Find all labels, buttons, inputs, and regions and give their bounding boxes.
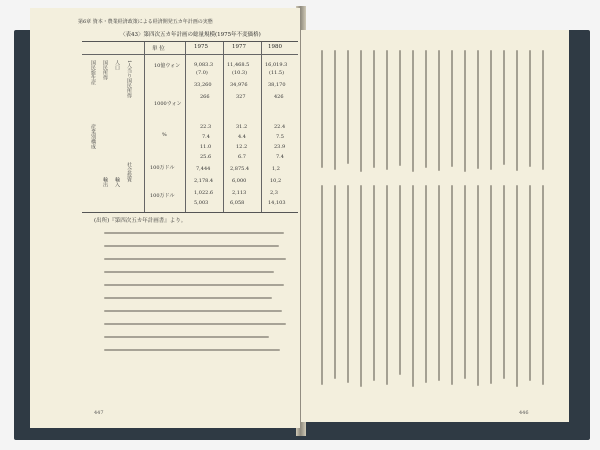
table-cell: 38,170 — [268, 82, 286, 88]
text-column — [412, 50, 414, 172]
text-column — [321, 185, 323, 385]
table-cell: 16,019.3 — [265, 62, 288, 68]
text-column — [386, 50, 388, 170]
text-column — [360, 50, 362, 172]
text-column — [347, 185, 349, 383]
text-line — [104, 232, 284, 234]
table-cell: 1,2 — [272, 166, 280, 172]
table-cell: 9,083.3 — [194, 62, 214, 68]
text-column — [438, 50, 440, 171]
text-line — [104, 245, 279, 247]
text-column — [490, 185, 492, 384]
text-line — [104, 323, 286, 325]
table-cell: 25.6 — [200, 154, 212, 160]
text-column — [477, 50, 479, 169]
table-title: 〈表43〉第四次五カ年計画の総量規模(1975年不変価格) — [120, 32, 261, 38]
table-cell: 22.3 — [200, 124, 212, 130]
text-column — [464, 185, 466, 379]
table-cell: 1,022.6 — [194, 190, 214, 196]
text-column — [399, 50, 401, 166]
text-column — [425, 50, 427, 168]
table-cell: 426 — [274, 94, 284, 100]
row-label: 輸出 — [102, 177, 108, 187]
table-header-cell: 1975 — [194, 44, 208, 50]
unit-label: % — [162, 132, 167, 138]
text-line — [104, 258, 286, 260]
table-cell: 11,468.5 — [227, 62, 250, 68]
text-column — [529, 50, 531, 167]
text-line — [104, 336, 269, 338]
text-column — [503, 185, 505, 379]
table-cell: 266 — [200, 94, 210, 100]
unit-label: 1000ウォン — [154, 101, 182, 107]
text-column — [373, 50, 375, 168]
text-line — [104, 271, 274, 273]
text-column — [347, 50, 349, 164]
text-column — [412, 185, 414, 387]
running-head: 第6章 資本・農業経済政策による経済開発五カ年計画の実態 — [78, 19, 213, 25]
right-page — [301, 30, 569, 422]
page-number: 446 — [519, 410, 529, 416]
table-cell: (10.3) — [232, 70, 248, 76]
table-cell: 2,3 — [270, 190, 278, 196]
text-line — [104, 349, 280, 351]
table-cell: 7.4 — [202, 134, 210, 140]
text-column — [321, 50, 323, 168]
table-cell: 6,000 — [232, 178, 247, 184]
row-label: 社会投資 — [126, 162, 132, 182]
table-cell: 12.2 — [236, 144, 248, 150]
table-header-cell: 1977 — [232, 44, 246, 50]
table-cell: 5,003 — [194, 200, 209, 206]
text-column — [438, 185, 440, 381]
table-cell: 10,2 — [270, 178, 282, 184]
table-cell: 2,875.4 — [230, 166, 250, 172]
table-cell: 33,260 — [194, 82, 212, 88]
row-label: 国民総生産 — [90, 60, 96, 85]
table-cell: 22.4 — [274, 124, 286, 130]
row-label: 産業別構成 — [90, 124, 96, 149]
table-cell: 31.2 — [236, 124, 248, 130]
table-divider — [261, 42, 262, 212]
text-column — [464, 50, 466, 172]
table-cell: (7.0) — [196, 70, 208, 76]
table-divider — [223, 42, 224, 212]
text-column — [425, 185, 427, 383]
unit-label: 100万ドル — [150, 165, 175, 171]
table-cell: 6.7 — [238, 154, 246, 160]
table-cell: 7.4 — [276, 154, 284, 160]
table-header-cell: 1980 — [268, 44, 282, 50]
table-cell: 2,178.4 — [194, 178, 214, 184]
table-divider — [185, 42, 186, 212]
table-source-note: (出所)『第四次五カ年計画書』より。 — [94, 218, 187, 224]
table-cell: 6,058 — [230, 200, 245, 206]
table-cell: 7,444 — [196, 166, 211, 172]
text-column — [503, 50, 505, 165]
text-column — [542, 50, 544, 170]
table-cell: 34,976 — [230, 82, 248, 88]
text-column — [490, 50, 492, 170]
text-line — [104, 297, 272, 299]
statistical-table — [82, 41, 298, 213]
table-cell: 14,103 — [268, 200, 286, 206]
text-line — [104, 310, 282, 312]
text-column — [529, 185, 531, 381]
table-header-cell: 単 位 — [152, 46, 165, 52]
table-header-row — [82, 42, 298, 55]
row-label: 人口 — [114, 60, 120, 70]
text-column — [542, 185, 544, 385]
text-line — [104, 284, 284, 286]
text-column — [360, 185, 362, 387]
text-column — [399, 185, 401, 375]
row-label: 1人当り国民所得 — [126, 60, 132, 99]
left-page — [30, 8, 300, 428]
table-cell: (11.5) — [269, 70, 285, 76]
table-divider — [144, 42, 145, 212]
text-column — [451, 50, 453, 167]
table-cell: 7.5 — [276, 134, 284, 140]
page-number: 447 — [94, 410, 104, 416]
text-column — [386, 185, 388, 385]
text-column — [477, 185, 479, 386]
table-cell: 23.9 — [274, 144, 286, 150]
table-cell: 11.0 — [200, 144, 212, 150]
text-column — [451, 185, 453, 385]
text-column — [516, 185, 518, 387]
table-cell: 4.4 — [238, 134, 246, 140]
text-column — [334, 50, 336, 170]
text-column — [334, 185, 336, 379]
unit-label: 100万ドル — [150, 193, 175, 199]
table-cell: 327 — [236, 94, 246, 100]
text-column — [516, 50, 518, 171]
unit-label: 10億ウォン — [154, 63, 181, 69]
table-cell: 2,113 — [232, 190, 247, 196]
row-label: 輸入 — [114, 177, 120, 187]
row-label: 国民所得 — [102, 60, 108, 80]
text-column — [373, 185, 375, 381]
